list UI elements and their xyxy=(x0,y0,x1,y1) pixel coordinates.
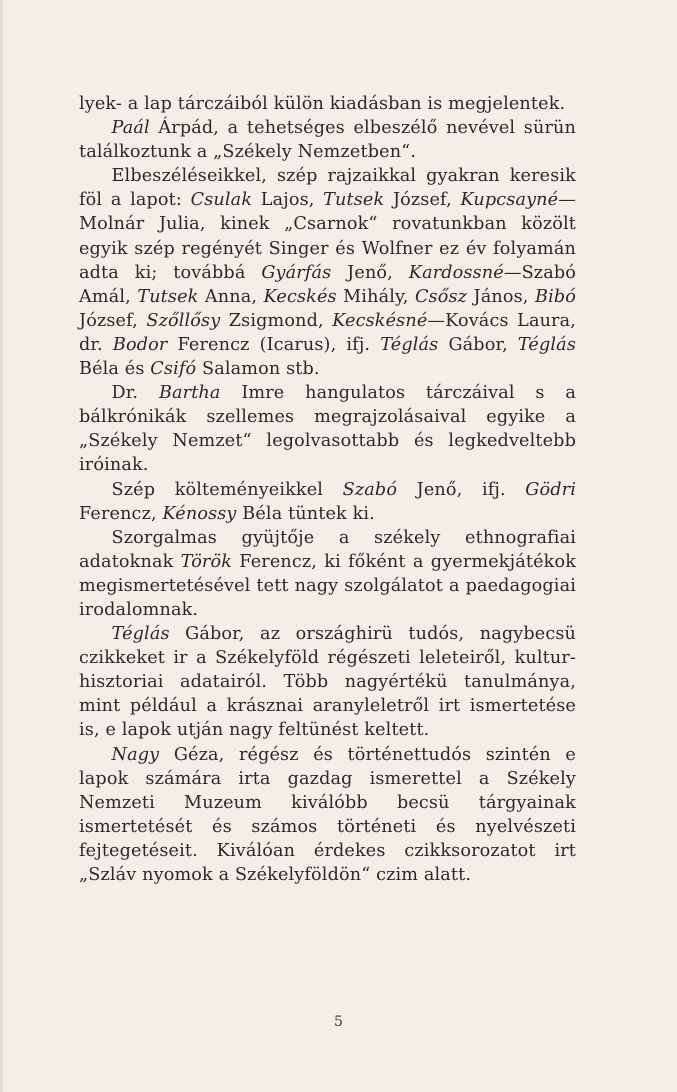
italic-name: Bodor xyxy=(112,334,168,355)
text-run: —Szabó Amál, xyxy=(79,262,577,307)
italic-name: Szabó xyxy=(342,479,398,500)
text-run: Gábor, xyxy=(438,334,518,355)
text-run: —Kovács Laura, dr. xyxy=(79,310,577,355)
text-run: Anna, xyxy=(198,286,264,307)
text-run: Ferencz, ki főként a gyermekjátékok megismertetésével tett nagy szolgálatot a paedagogiai irodalomnak. xyxy=(79,551,577,620)
text-run: Lajos, xyxy=(252,190,324,211)
paragraph xyxy=(79,743,576,888)
text-run: —Molnár Julia, kinek „Csarnok“ rovatunkban közölt egyik szép regényét Singer és Wolfner ez év folyamán adta ki; továbbá xyxy=(79,190,576,283)
paragraph xyxy=(79,116,576,164)
text-run: Jenő, ifj. xyxy=(397,479,526,500)
italic-name: Kecskés xyxy=(263,286,337,307)
text-run: Géza, régész és történettudós szintén e lapok számára irta gazdag ismerettel a Székely Nemzeti Muzeum kiválóbb becsü tárgyainak ismertetését és számos történeti és nyelvészeti fejtegetéseit. Kiválóan érdekes czikksorozatot irt „Szláv nyomok a Székelyföldön“ czim alatt. xyxy=(79,744,576,885)
text-run: Szép költeményeikkel xyxy=(111,479,343,500)
italic-name: Bartha xyxy=(158,383,221,404)
text-run: Salamon stb. xyxy=(196,359,320,380)
italic-name: Csifó xyxy=(150,359,197,380)
text-run: József, xyxy=(79,310,147,331)
paragraph xyxy=(79,526,576,622)
text-run: Ferencz, xyxy=(79,503,163,524)
italic-name: Gödri xyxy=(525,479,576,500)
text-run: Mihály, xyxy=(336,286,415,307)
text-run: Jenő, xyxy=(331,262,409,283)
text-run: Ferencz (Icarus), ifj. xyxy=(167,334,381,355)
italic-name: Gyárfás xyxy=(261,262,332,283)
italic-name: Csősz xyxy=(414,286,468,307)
italic-name: Szőllősy xyxy=(146,310,221,331)
page-edge xyxy=(0,0,3,1092)
text-run: Béla tüntek ki. xyxy=(236,503,375,524)
italic-name: Téglás xyxy=(517,334,576,355)
italic-name: Nagy xyxy=(111,744,160,765)
italic-name: Kardossné xyxy=(408,262,504,283)
italic-name: Téglás xyxy=(111,624,170,645)
text-run: Gábor, az országhirü tudós, nagybecsü czikkeket ir a Székelyföld régészeti leleteiről, kultur-hisztoriai adatairól. Több nagyértékü tanulmánya, mint például a krásznai aranyleletről irt ismertetése is, e lapok utján nagy feltünést keltett. xyxy=(79,624,576,741)
text-run: Béla és xyxy=(79,359,151,380)
italic-name: Kecskésné xyxy=(332,310,428,331)
italic-name: Török xyxy=(180,551,233,572)
text-run: Elbeszéléseikkel, szép rajzaikkal gyakran keresik föl a lapot: xyxy=(79,166,576,211)
text-run: József, xyxy=(384,190,461,211)
paragraph xyxy=(79,164,576,381)
text-run: Árpád, a tehetséges elbeszélő nevével sürün találkoztunk a „Székely Nemzetben“. xyxy=(79,118,576,163)
italic-name: Tutsek xyxy=(323,190,385,211)
body-text xyxy=(79,92,576,887)
italic-name: Paál xyxy=(111,118,150,139)
italic-name: Bibó xyxy=(534,286,576,307)
italic-name: Csulak xyxy=(190,190,253,211)
text-run: Szorgalmas gyüjtője a székely ethnografiai adatoknak xyxy=(79,527,576,572)
page-number: 5 xyxy=(334,1014,343,1030)
italic-name: Kénossy xyxy=(162,503,237,524)
text-run: lyek- a lap tárczáiból külön kiadásban is megjelentek. xyxy=(79,94,566,114)
text-run: Imre hangulatos tárczáival s a bálkrónikák szellemes megrajzolásaival egyike a „Székely Nemzet“ legolvasottabb és legkedveltebb iróinak. xyxy=(79,383,577,476)
paragraph xyxy=(79,381,576,477)
text-run: János, xyxy=(467,286,535,307)
paragraph xyxy=(79,92,576,116)
paragraph xyxy=(79,478,576,526)
italic-name: Tutsek xyxy=(137,286,199,307)
italic-name: Téglás xyxy=(380,334,439,355)
paragraph xyxy=(79,622,576,742)
text-run: Zsigmond, xyxy=(220,310,333,331)
italic-name: Kupcsayné xyxy=(460,190,559,211)
text-run: Dr. xyxy=(111,383,159,404)
